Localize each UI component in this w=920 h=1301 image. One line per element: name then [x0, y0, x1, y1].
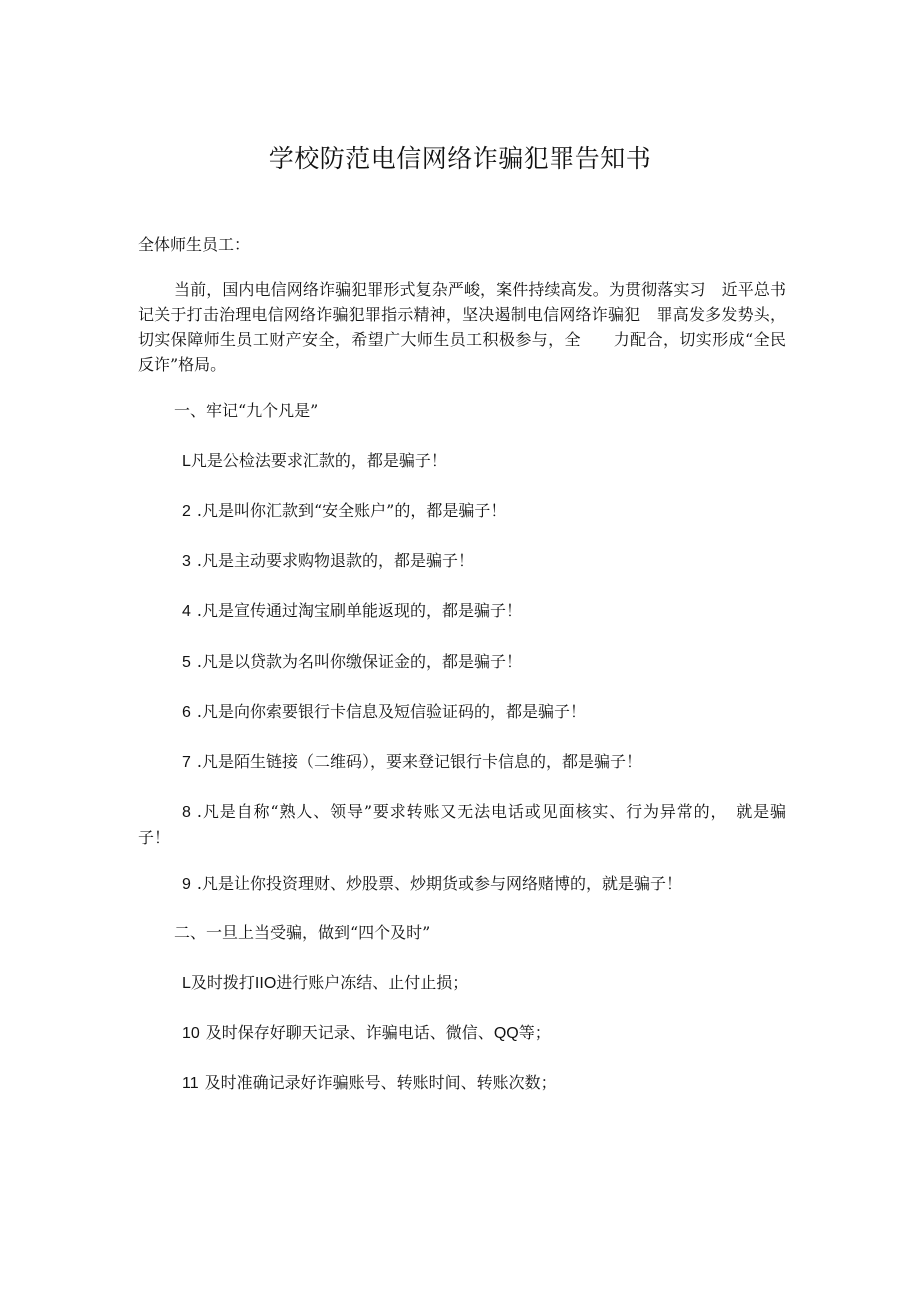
item-number: L — [182, 453, 191, 470]
item-text: .凡是自称“熟人、领导”要求转账又无法电话或见面核实、行为异常的， 就是骗子！ — [138, 802, 786, 847]
salutation: 全体师生员工： — [138, 235, 251, 254]
item-number: 4 — [182, 603, 191, 620]
item-number: 6 — [182, 704, 191, 721]
item-number: 11 — [182, 1075, 199, 1092]
list-item — [138, 799, 786, 850]
item-code: IIO — [254, 975, 277, 992]
item-number: 3 — [182, 553, 191, 570]
list-item — [182, 700, 586, 725]
item-text: 及时拨打 — [190, 973, 255, 992]
item-number: 2 — [182, 503, 191, 520]
item-text: .凡是陌生链接（二维码），要来登记银行卡信息的，都是骗子！ — [196, 752, 642, 771]
section-heading-four-timely: 二、一旦上当受骗，做到“四个及时” — [174, 923, 431, 942]
item-number: 7 — [182, 754, 191, 771]
list-item — [182, 650, 522, 675]
list-item — [182, 872, 682, 897]
list-item — [182, 1021, 551, 1046]
item-text: 等； — [518, 1023, 551, 1042]
section-heading-nine-rules: 一、牢记“九个凡是” — [174, 401, 319, 420]
item-text: .凡是向你索要银行卡信息及短信验证码的，都是骗子！ — [196, 702, 586, 721]
item-number: 8 — [182, 804, 191, 821]
item-text: .凡是宣传通过淘宝刷单能返现的，都是骗子！ — [196, 601, 522, 620]
item-text: 进行账户冻结、止付止损； — [276, 973, 469, 992]
list-item — [182, 599, 522, 624]
item-text: 及时准确记录好诈骗账号、转账时间、转账次数； — [204, 1073, 557, 1092]
list-item — [182, 449, 447, 474]
document-title: 学校防范电信网络诈骗犯罪告知书 — [268, 144, 652, 173]
list-item — [182, 750, 642, 775]
item-code: QQ — [493, 1025, 519, 1042]
list-item — [182, 499, 506, 524]
item-number: L — [182, 975, 191, 992]
item-text: .凡是以贷款为名叫你缴保证金的，都是骗子！ — [196, 652, 522, 671]
list-item — [182, 971, 468, 996]
item-number: 9 — [182, 876, 191, 893]
item-text: 凡是公检法要求汇款的，都是骗子！ — [190, 451, 447, 470]
item-number: 10 — [182, 1025, 200, 1042]
item-text: .凡是让你投资理财、炒股票、炒期货或参与网络赌博的，就是骗子！ — [196, 874, 682, 893]
item-number: 5 — [182, 654, 191, 671]
intro-paragraph: 当前，国内电信网络诈骗犯罪形式复杂严峻，案件持续高发。为贯彻落实习 近平总书记关于打击治理电信网络诈骗犯罪指示精神，坚决遏制电信网络诈骗犯 罪高发多发势头，切实保障师生员工财产安全，希望广大师生员工积极参与，全 力配合，切实形成“全民反诈”格局。 — [138, 280, 786, 374]
item-text: 及时保存好聊天记录、诈骗电话、微信、 — [205, 1023, 494, 1042]
list-item — [182, 549, 474, 574]
item-text: .凡是叫你汇款到“安全账户”的，都是骗子！ — [196, 501, 507, 520]
list-item — [182, 1071, 557, 1096]
item-text: .凡是主动要求购物退款的，都是骗子！ — [196, 551, 474, 570]
